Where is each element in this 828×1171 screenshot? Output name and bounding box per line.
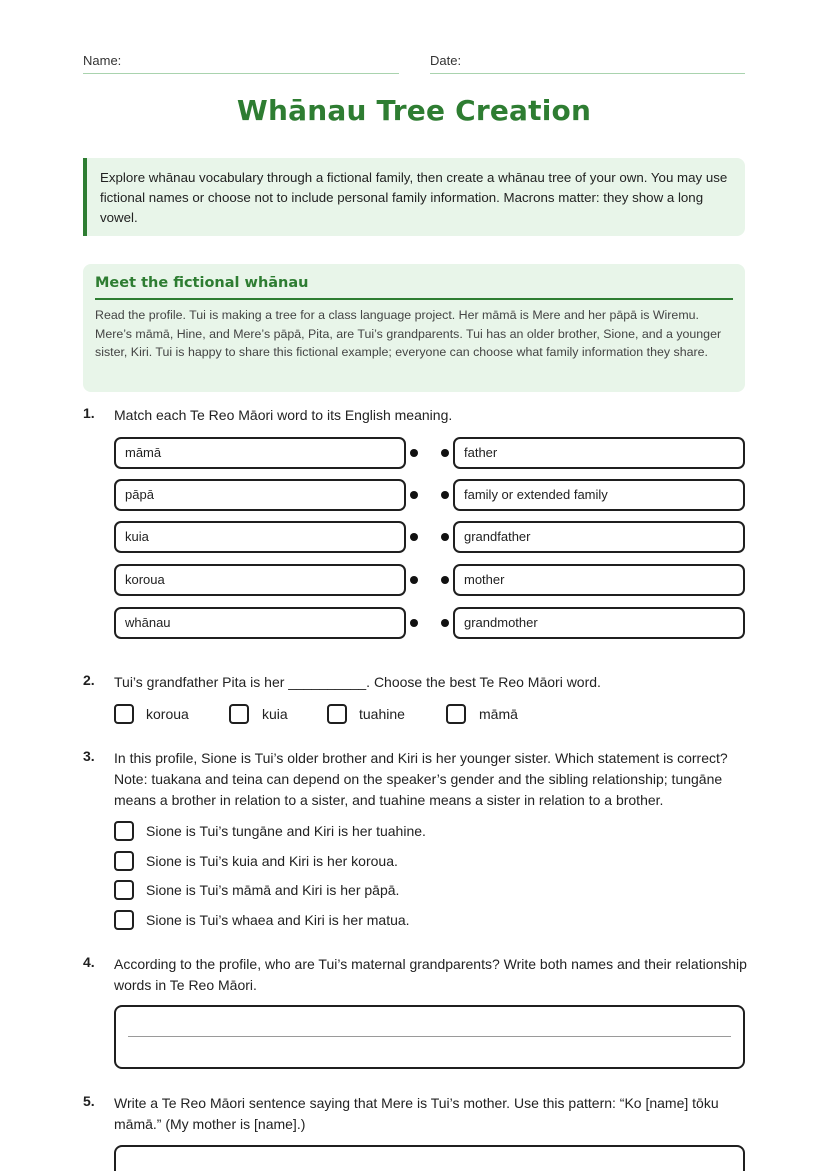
q4-answer-box[interactable] bbox=[114, 1005, 745, 1069]
q5-answer-box[interactable] bbox=[114, 1145, 745, 1171]
q2-option-checkbox[interactable] bbox=[446, 704, 466, 724]
q2-option-label: kuia bbox=[262, 706, 288, 722]
match-left-dot[interactable] bbox=[410, 491, 418, 499]
match-left-item[interactable]: māmā bbox=[114, 437, 406, 469]
match-left-item[interactable]: whānau bbox=[114, 607, 406, 639]
q3-option-label: Sione is Tui’s kuia and Kiri is her koroua. bbox=[146, 853, 398, 869]
profile-box bbox=[83, 264, 745, 392]
name-field[interactable] bbox=[83, 52, 399, 74]
q2-option-label: tuahine bbox=[359, 706, 405, 722]
name-label: Name: bbox=[83, 53, 122, 68]
q2-prompt: Tui’s grandfather Pita is her __________. Choose the best Te Reo Māori word. bbox=[114, 674, 601, 690]
q3-option-checkbox[interactable] bbox=[114, 851, 134, 871]
match-right-item[interactable]: grandfather bbox=[453, 521, 745, 553]
profile-text: Read the profile. Tui is making a tree for a class language project. Her māmā is Mere and her pāpā is Wiremu. Mere’s māmā, Hine, and Mere’s pāpā, Pita, are Tui’s grandparents. Tui has an older brother, Sione, and a younger sister, Kiri. Tui is happy to share this fictional example; everyone can choose what family information they share. bbox=[95, 308, 722, 360]
match-right-item[interactable]: grandmother bbox=[453, 607, 745, 639]
match-right-dot[interactable] bbox=[441, 533, 449, 541]
match-right-item[interactable]: father bbox=[453, 437, 745, 469]
match-right-dot[interactable] bbox=[441, 619, 449, 627]
q3-number: 3. bbox=[83, 748, 95, 764]
q2-option-label: māmā bbox=[479, 706, 518, 722]
match-left-dot[interactable] bbox=[410, 533, 418, 541]
match-right-dot[interactable] bbox=[441, 449, 449, 457]
match-right-dot[interactable] bbox=[441, 576, 449, 584]
intro-callout: Explore whānau vocabulary through a fictional family, then create a whānau tree of your own. You may use fictional names or choose not to include personal family information. Macrons matter: they show a long vowel. bbox=[83, 158, 745, 236]
date-field[interactable] bbox=[430, 52, 745, 74]
q3-option-label: Sione is Tui’s whaea and Kiri is her matua. bbox=[146, 912, 410, 928]
match-left-dot[interactable] bbox=[410, 449, 418, 457]
match-left-item[interactable]: koroua bbox=[114, 564, 406, 596]
match-left-dot[interactable] bbox=[410, 576, 418, 584]
q3-option-checkbox[interactable] bbox=[114, 821, 134, 841]
match-right-item[interactable]: mother bbox=[453, 564, 745, 596]
match-left-dot[interactable] bbox=[410, 619, 418, 627]
q2-option-checkbox[interactable] bbox=[229, 704, 249, 724]
answer-line bbox=[128, 1036, 731, 1037]
q2-option-checkbox[interactable] bbox=[114, 704, 134, 724]
q3-option-checkbox[interactable] bbox=[114, 880, 134, 900]
match-right-dot[interactable] bbox=[441, 491, 449, 499]
q2-option-checkbox[interactable] bbox=[327, 704, 347, 724]
q5-prompt: Write a Te Reo Māori sentence saying that Mere is Tui’s mother. Use this pattern: “Ko [name] tōku māmā.” (My mother is [name].) bbox=[114, 1095, 719, 1132]
date-label: Date: bbox=[430, 53, 462, 68]
match-left-item[interactable]: pāpā bbox=[114, 479, 406, 511]
match-right-item[interactable]: family or extended family bbox=[453, 479, 745, 511]
q4-prompt: According to the profile, who are Tui’s maternal grandparents? Write both names and their relationship words in Te Reo Māori. bbox=[114, 956, 747, 993]
q3-option-checkbox[interactable] bbox=[114, 910, 134, 930]
q2-option-label: koroua bbox=[146, 706, 189, 722]
q4-number: 4. bbox=[83, 954, 95, 970]
q3-option-label: Sione is Tui’s māmā and Kiri is her pāpā. bbox=[146, 882, 400, 898]
profile-heading: Meet the fictional whānau bbox=[95, 275, 733, 300]
match-left-item[interactable]: kuia bbox=[114, 521, 406, 553]
q2-number: 2. bbox=[83, 672, 95, 688]
page-title: Whānau Tree Creation bbox=[236, 94, 592, 127]
q5-number: 5. bbox=[83, 1093, 95, 1109]
q1-prompt: Match each Te Reo Māori word to its English meaning. bbox=[114, 407, 453, 423]
q3-option-label: Sione is Tui’s tungāne and Kiri is her tuahine. bbox=[146, 823, 426, 839]
q3-prompt: In this profile, Sione is Tui’s older brother and Kiri is her younger sister. Which statement is correct? Note: tuakana and teina can depend on the speaker’s gender and the sibling relationship; tungāne means a brother in relation to a sister, and tuahine means a sister in relation to a brother. bbox=[114, 750, 728, 808]
q1-number: 1. bbox=[83, 405, 95, 421]
